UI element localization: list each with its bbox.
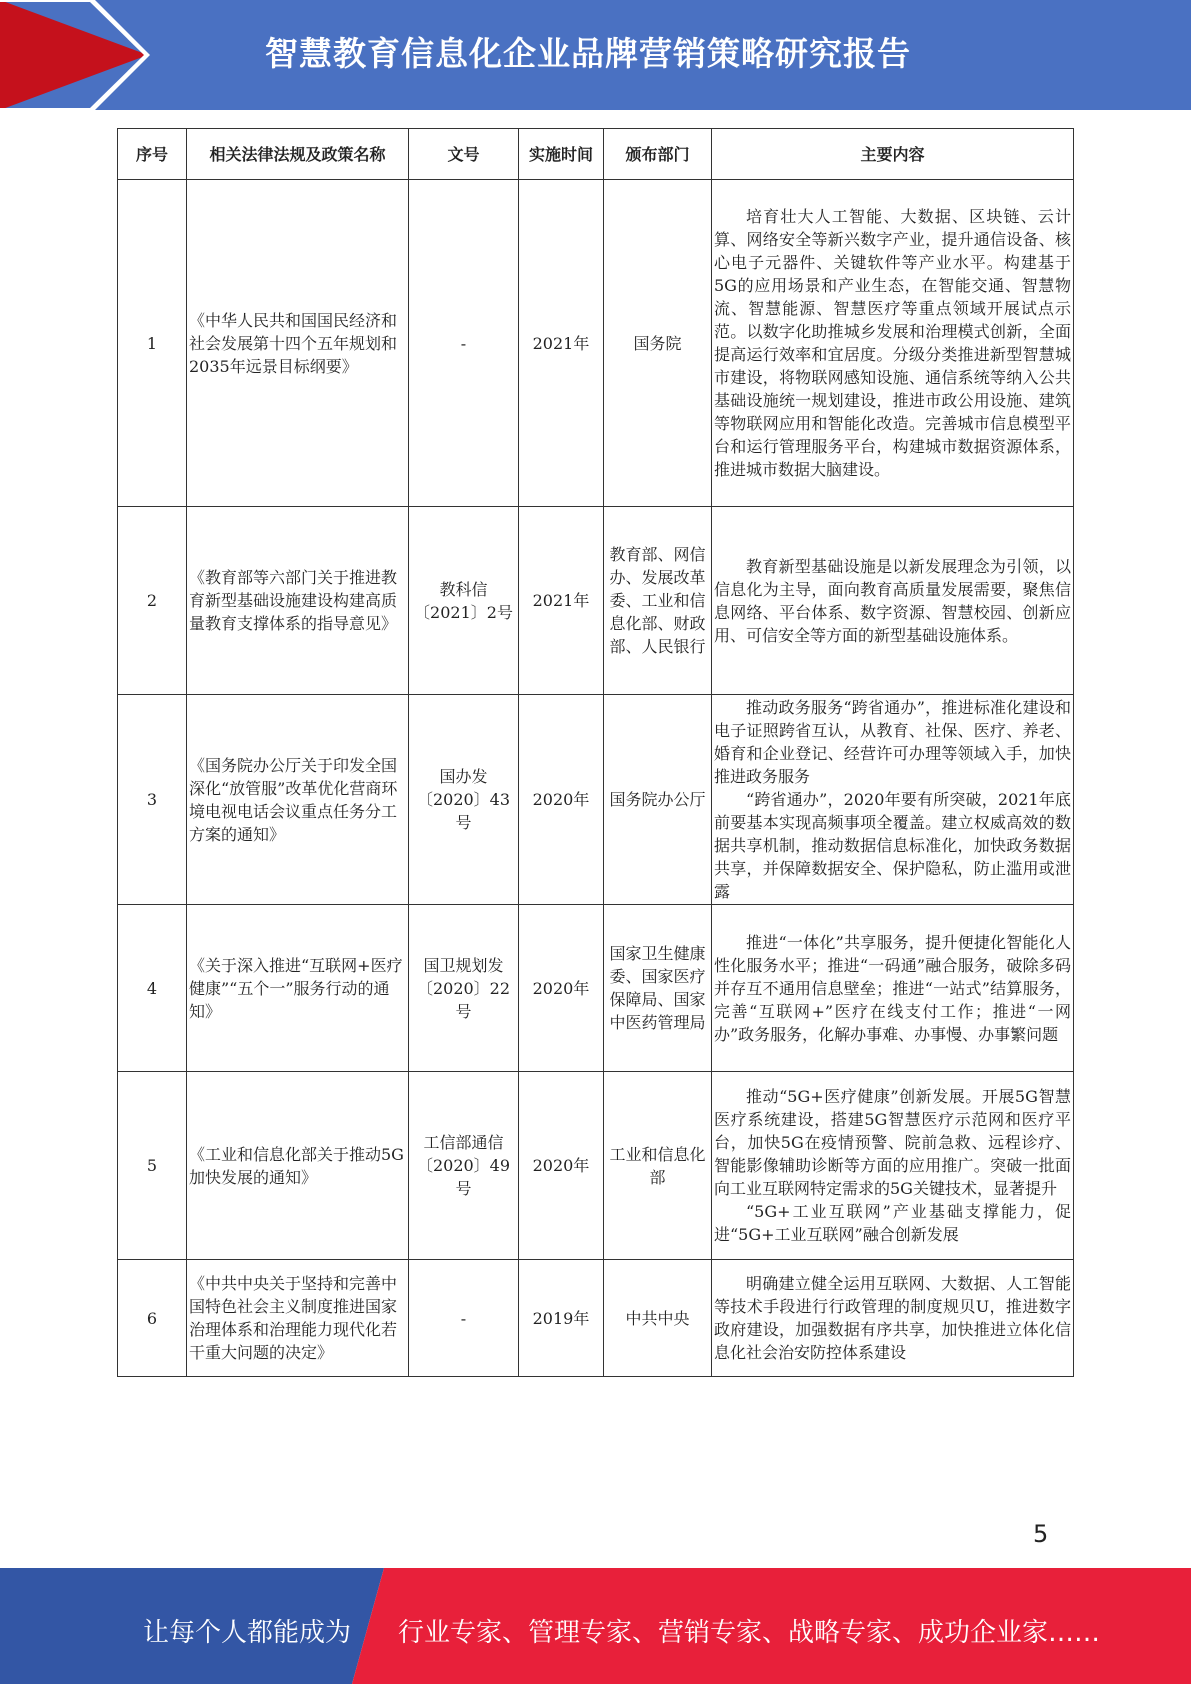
effective-year: 2019年 [519,1260,604,1377]
table-row [118,1072,1074,1260]
row-number: 5 [118,1072,187,1260]
content-paragraph: 推进“一体化”共享服务，提升便捷化智能化人性化服务水平；推进“一码通”融合服务，破除多码并存互不通用信息壁垒；推进“一站式”结算服务，完善“互联网+”医疗在线支付工作；推进“一网办”政务服务，化解办事难、办事慢、办事繁问题 [714,932,1071,1044]
policy-name: 《国务院办公厅关于印发全国深化“放管服”改革优化营商环境电视电话会议重点任务分工方案的通知》 [187,695,409,905]
main-content [712,905,1074,1072]
document-number: 国办发〔2020〕43号 [409,695,519,905]
main-content [712,180,1074,507]
issuing-department: 国务院办公厅 [604,695,712,905]
issuing-department: 教育部、网信办、发展改革委、工业和信息化部、财政部、人民银行 [604,507,712,695]
report-title: 智慧教育信息化企业品牌营销策略研究报告 [265,34,911,73]
footer-slogan-right: 行业专家、管理专家、营销专家、战略专家、成功企业家…… [398,1618,1101,1648]
policy-table [117,128,1074,1377]
document-number: 教科信〔2021〕2号 [409,507,519,695]
row-number: 6 [118,1260,187,1377]
table-row [118,1260,1074,1377]
effective-year: 2021年 [519,507,604,695]
content-paragraph: “5G+工业互联网”产业基础支撑能力，促进“5G+工业互联网”融合创新发展 [714,1202,1071,1244]
header-chevron-icon [0,0,160,110]
table-row [118,180,1074,507]
document-number: - [409,180,519,507]
col-header-name: 相关法律法规及政策名称 [187,129,409,180]
page-header [0,0,1191,110]
col-header-no: 序号 [118,129,187,180]
main-content [712,507,1074,695]
content-paragraph: 明确建立健全运用互联网、大数据、人工智能等技术手段进行行政管理的制度规贝U，推进数字政府建设，加强数据有序共享，加快推进立体化信息化社会治安防控体系建设 [714,1274,1071,1362]
content-paragraph: “跨省通办”，2020年要有所突破，2021年底前要基本实现高频事项全覆盖。建立权威高效的数据共享机制，推动数据信息标准化，加快政务数据共享，并保障数据安全、保护隐私，防止滥用或泄露 [714,790,1071,901]
content-paragraph: 培育壮大人工智能、大数据、区块链、云计算、网络安全等新兴数字产业，提升通信设备、核心电子元器件、关键软件等产业水平。构建基于5G的应用场景和产业生态，在智能交通、智慧物流、智慧能源、智慧医疗等重点领域开展试点示范。以数字化助推城乡发展和治理模式创新，全面提高运行效率和宜居度。分级分类推进新型智慧城市建设，将物联网感知设施、通信系统等纳入公共基础设施统一规划建设，推进市政公用设施、建筑等物联网应用和智能化改造。完善城市信息模型平台和运行管理服务平台，构建城市数据资源体系，推进城市数据大脑建设。 [714,207,1071,479]
footer-slogan-left: 让每个人都能成为 [143,1618,352,1648]
main-content [712,1260,1074,1377]
policy-name: 《中共中央关于坚持和完善中国特色社会主义制度推进国家治理体系和治理能力现代化若干重大问题的决定》 [187,1260,409,1377]
document-number: 国卫规划发〔2020〕22号 [409,905,519,1072]
content-paragraph: 推动政务服务“跨省通办”，推进标准化建设和电子证照跨省互认，从教育、社保、医疗、养老、婚育和企业登记、经营许可办理等领域入手，加快推进政务服务 [714,698,1071,786]
table-row [118,507,1074,695]
policy-name: 《中华人民共和国国民经济和社会发展第十四个五年规划和2035年远景目标纲要》 [187,180,409,507]
table-row [118,695,1074,905]
col-header-dept: 颁布部门 [604,129,712,180]
policy-name: 《工业和信息化部关于推动5G加快发展的通知》 [187,1072,409,1260]
row-number: 2 [118,507,187,695]
col-header-content: 主要内容 [712,129,1074,180]
row-number: 3 [118,695,187,905]
document-number: 工信部通信〔2020〕49号 [409,1072,519,1260]
policy-name: 《教育部等六部门关于推进教育新型基础设施建设构建高质量教育支撑体系的指导意见》 [187,507,409,695]
row-number: 1 [118,180,187,507]
effective-year: 2020年 [519,905,604,1072]
issuing-department: 国家卫生健康委、国家医疗保障局、国家中医药管理局 [604,905,712,1072]
document-number: - [409,1260,519,1377]
issuing-department: 中共中央 [604,1260,712,1377]
issuing-department: 国务院 [604,180,712,507]
page-number: 5 [1033,1520,1049,1548]
row-number: 4 [118,905,187,1072]
main-content [712,1072,1074,1260]
content-paragraph: 教育新型基础设施是以新发展理念为引领，以信息化为主导，面向教育高质量发展需要，聚焦信息网络、平台体系、数字资源、智慧校园、创新应用、可信安全等方面的新型基础设施体系。 [714,556,1071,645]
effective-year: 2020年 [519,1072,604,1260]
col-header-year: 实施时间 [519,129,604,180]
table-row [118,905,1074,1072]
table-header-row [118,129,1074,180]
col-header-doc: 文号 [409,129,519,180]
issuing-department: 工业和信息化部 [604,1072,712,1260]
effective-year: 2020年 [519,695,604,905]
main-content [712,695,1074,905]
content-paragraph: 推动“5G+医疗健康”创新发展。开展5G智慧医疗系统建设，搭建5G智慧医疗示范网和医疗平台，加快5G在疫情预警、院前急救、远程诊疗、智能影像辅助诊断等方面的应用推广。突破一批面向工业互联网特定需求的5G关键技术，显著提升 [714,1087,1071,1198]
effective-year: 2021年 [519,180,604,507]
policy-name: 《关于深入推进“互联网+医疗健康”“五个一”服务行动的通知》 [187,905,409,1072]
